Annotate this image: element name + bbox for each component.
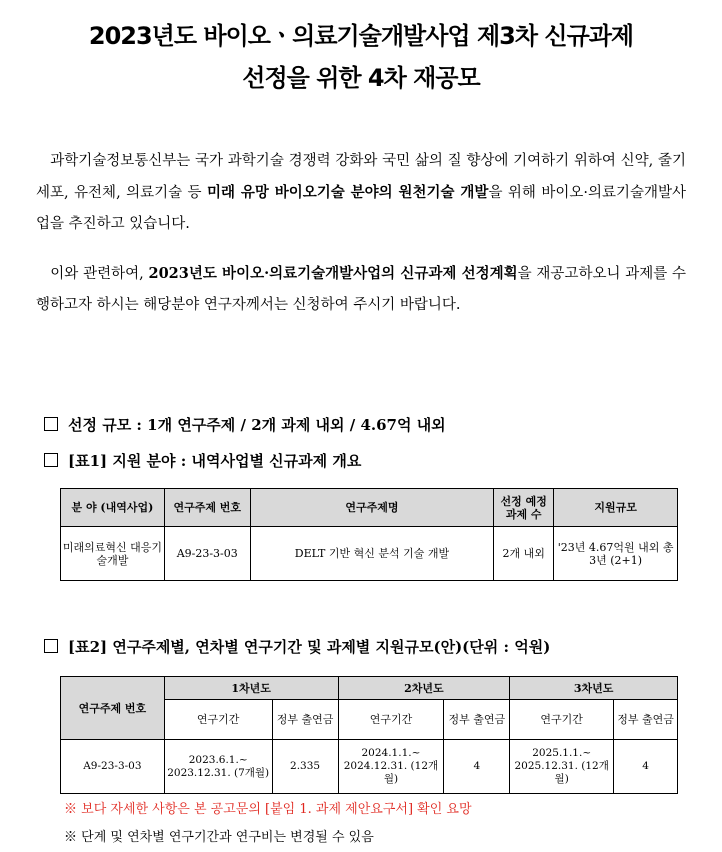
cell-year3-fund: 4 <box>614 740 678 794</box>
reference-note: ※ 보다 자세한 사항은 본 공고문의 [붙임 1. 과제 제안요구서] 확인 요망 <box>64 802 472 817</box>
table1-heading: [표1] 지원 분야 : 내역사업별 신규과제 개요 <box>44 450 361 471</box>
table-row <box>61 527 678 581</box>
intro-paragraph: 과학기술정보통신부는 국가 과학기술 경쟁력 강화와 국민 삶의 질 향상에 기여하기 위하여 신약, 줄기세포, 유전체, 의료기술 등 미래 유망 바이오기술 분야의 원천기술 개발을 위해 바이오·의료기술개발사업을 추진하고 있습니다. <box>36 153 687 232</box>
header-year2: 2차년도 <box>338 677 510 700</box>
selection-scale-heading: 선정 규모 : 1개 연구주제 / 2개 과제 내외 / 4.67억 내외 <box>44 414 446 435</box>
cell-support-scale: '23년 4.67억원 내외 총 3년 (2+1) <box>554 527 678 581</box>
header-topic-number: 연구주제 번호 <box>61 677 165 740</box>
cell-topic-number: A9-23-3-03 <box>164 527 250 581</box>
subheader-period: 연구기간 <box>338 700 444 740</box>
header-field: 분 야 (내역사업) <box>61 489 165 527</box>
cell-topic-number: A9-23-3-03 <box>61 740 165 794</box>
header-support-scale: 지원규모 <box>554 489 678 527</box>
header-topic-number: 연구주제 번호 <box>164 489 250 527</box>
cell-year2-fund: 4 <box>444 740 510 794</box>
cell-year1-fund: 2.335 <box>272 740 338 794</box>
subheader-period: 연구기간 <box>164 700 272 740</box>
checkbox-square-icon <box>44 417 58 431</box>
page-title-line1: 2023년도 바이오ㆍ의료기술개발사업 제3차 신규과제 <box>88 22 634 50</box>
table-header-row <box>61 677 678 700</box>
subheader-fund: 정부 출연금 <box>272 700 338 740</box>
subheader-fund: 정부 출연금 <box>614 700 678 740</box>
cell-planned-count: 2개 내외 <box>494 527 554 581</box>
cell-year2-period: 2024.1.1.~ 2024.12.31. (12개월) <box>338 740 444 794</box>
header-planned-count: 선정 예정 과제 수 <box>494 489 554 527</box>
table-header-row <box>61 489 678 527</box>
cell-year3-period: 2025.1.1.~ 2025.12.31. (12개월) <box>510 740 614 794</box>
notice-paragraph: 이와 관련하여, 2023년도 바이오·의료기술개발사업의 신규과제 선정계획을 재공고하오니 과제를 수행하고자 하시는 해당분야 연구자께서는 신청하여 주시기 바랍니다. <box>36 265 687 313</box>
support-field-table <box>60 488 678 581</box>
checkbox-square-icon <box>44 453 58 467</box>
cell-year1-period: 2023.6.1.~ 2023.12.31. (7개월) <box>164 740 272 794</box>
subheader-period: 연구기간 <box>510 700 614 740</box>
cell-topic-name: DELT 기반 혁신 분석 기술 개발 <box>250 527 494 581</box>
subheader-fund: 정부 출연금 <box>444 700 510 740</box>
table2-heading: [표2] 연구주제별, 연차별 연구기간 및 과제별 지원규모(안)(단위 : 억원) <box>44 636 550 657</box>
yearly-budget-table <box>60 676 678 794</box>
header-topic-name: 연구주제명 <box>250 489 494 527</box>
header-year1: 1차년도 <box>164 677 338 700</box>
cell-field: 미래의료혁신 대응기술개발 <box>61 527 165 581</box>
header-year3: 3차년도 <box>510 677 678 700</box>
table-row <box>61 740 678 794</box>
page-title-line2: 선정을 위한 4차 재공모 <box>242 64 480 92</box>
checkbox-square-icon <box>44 639 58 653</box>
change-note: ※ 단계 및 연차별 연구기간과 연구비는 변경될 수 있음 <box>64 830 374 845</box>
